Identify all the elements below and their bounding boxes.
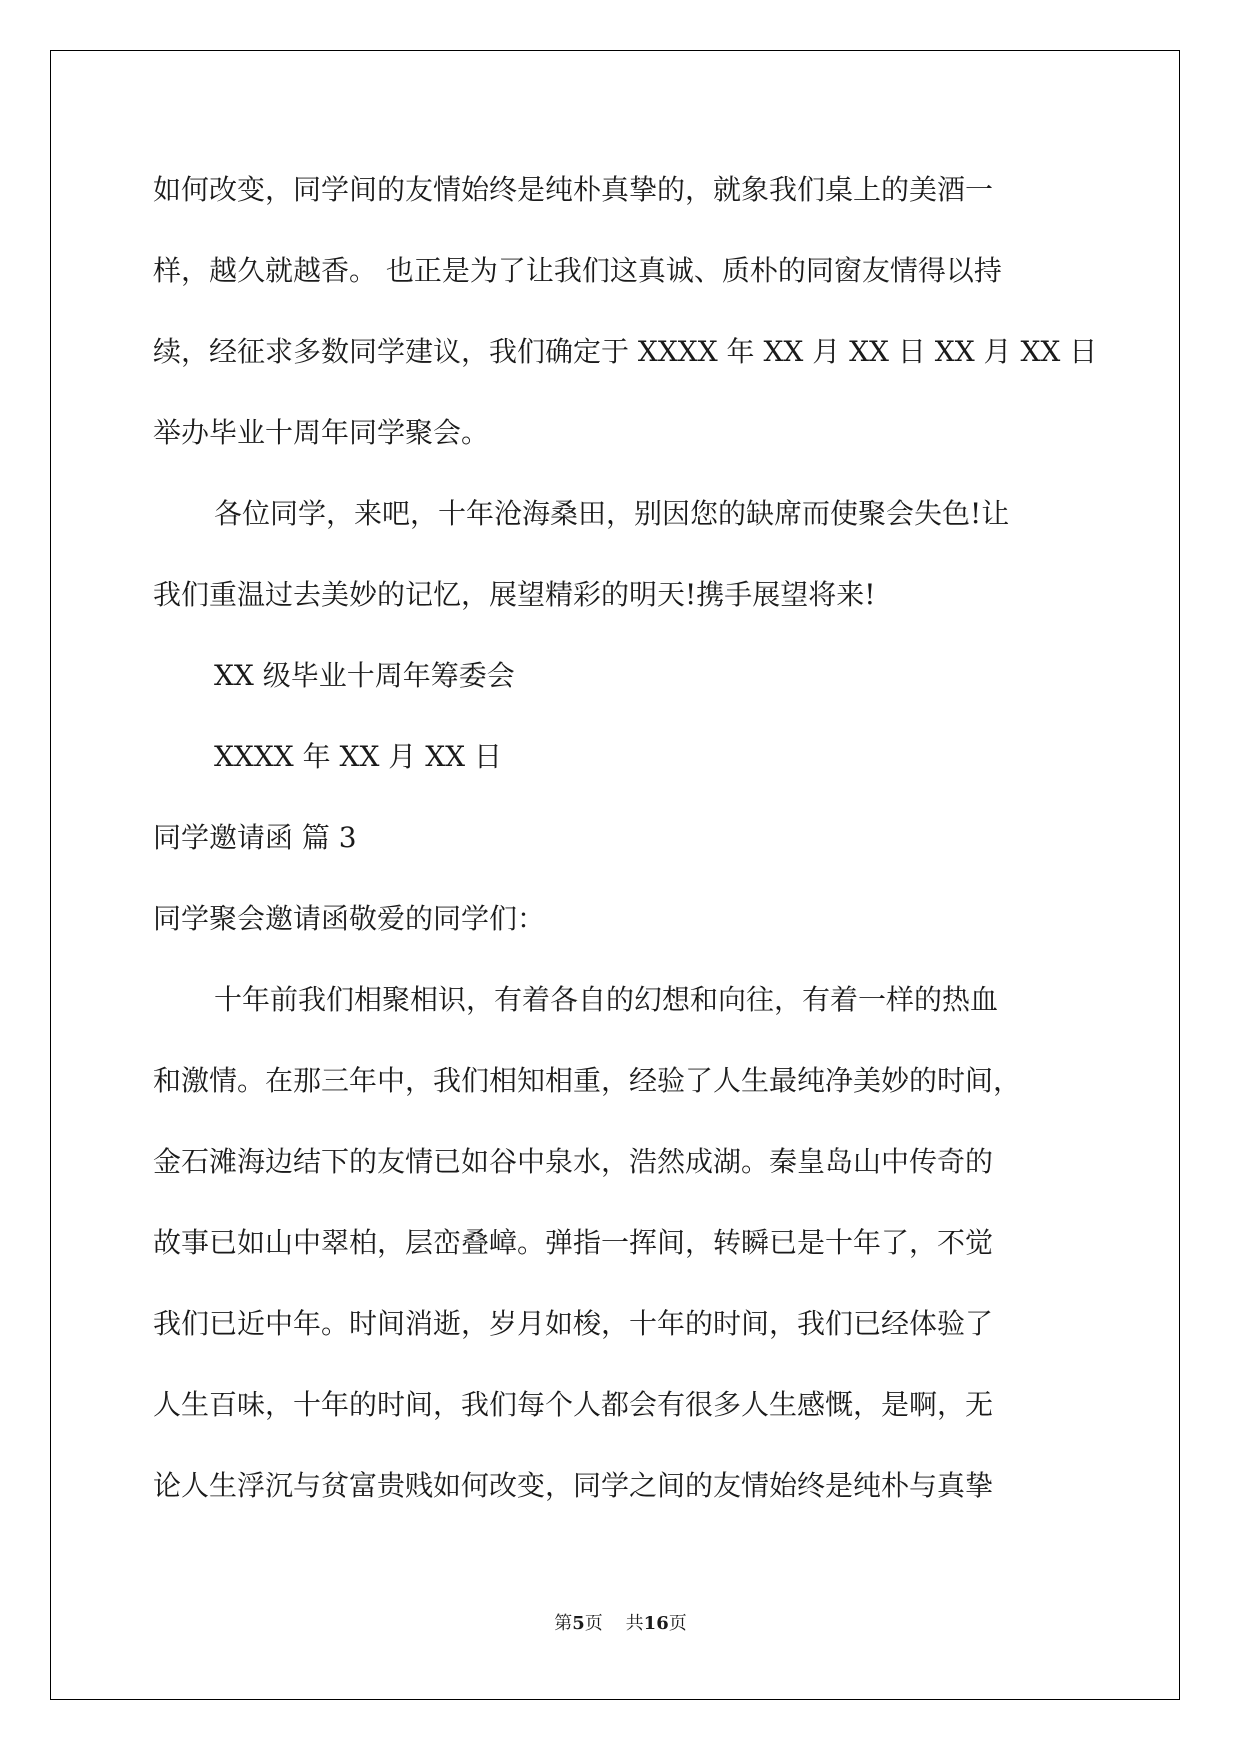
text-line: 续，经征求多数同学建议，我们确定于 XXXX 年 XX 月 XX 日 XX 月 XX 日 <box>153 335 1098 368</box>
text-line: 论人生浮沉与贫富贵贱如何改变，同学之间的友情始终是纯朴与真挚 <box>153 1469 994 1502</box>
text-line: 人生百味，十年的时间，我们每个人都会有很多人生感慨，是啊，无 <box>153 1388 994 1421</box>
text-line: 我们重温过去美妙的记忆，展望精彩的明天!携手展望将来! <box>153 578 876 611</box>
total-label-suffix: 页 <box>668 1613 687 1634</box>
section-heading: 同学邀请函 篇 3 <box>153 821 357 854</box>
text-line: 故事已如山中翠柏，层峦叠嶂。弹指一挥间，转瞬已是十年了，不觉 <box>153 1226 994 1259</box>
text-line: 金石滩海边结下的友情已如谷中泉水，浩然成湖。秦皇岛山中传奇的 <box>153 1145 994 1178</box>
page-footer <box>0 1609 1241 1635</box>
page-number: 5 <box>572 1613 585 1634</box>
text-line: 十年前我们相聚相识，有着各自的幻想和向往，有着一样的热血 <box>214 983 999 1016</box>
text-line: 我们已近中年。时间消逝，岁月如梭，十年的时间，我们已经体验了 <box>153 1307 994 1340</box>
text-line: 和激情。在那三年中，我们相知相重，经验了人生最纯净美妙的时间， <box>153 1064 1022 1097</box>
total-pages: 16 <box>643 1613 669 1634</box>
text-line: 样，越久就越香。 也正是为了让我们这真诚、质朴的同窗友情得以持 <box>153 254 1002 287</box>
signature-date: XXXX 年 XX 月 XX 日 <box>214 740 502 773</box>
signature-committee: XX 级毕业十周年筹委会 <box>214 659 515 692</box>
document-body <box>153 163 1098 1540</box>
text-line: 举办毕业十周年同学聚会。 <box>153 416 490 449</box>
total-label-prefix: 共 <box>625 1613 644 1634</box>
salutation: 同学聚会邀请函敬爱的同学们： <box>153 902 546 935</box>
page-label-suffix: 页 <box>584 1613 603 1634</box>
text-line: 如何改变，同学间的友情始终是纯朴真挚的，就象我们桌上的美酒一 <box>153 173 994 206</box>
text-line: 各位同学，来吧，十年沧海桑田，别因您的缺席而使聚会失色!让 <box>214 497 1010 530</box>
page-label-prefix: 第 <box>554 1613 573 1634</box>
